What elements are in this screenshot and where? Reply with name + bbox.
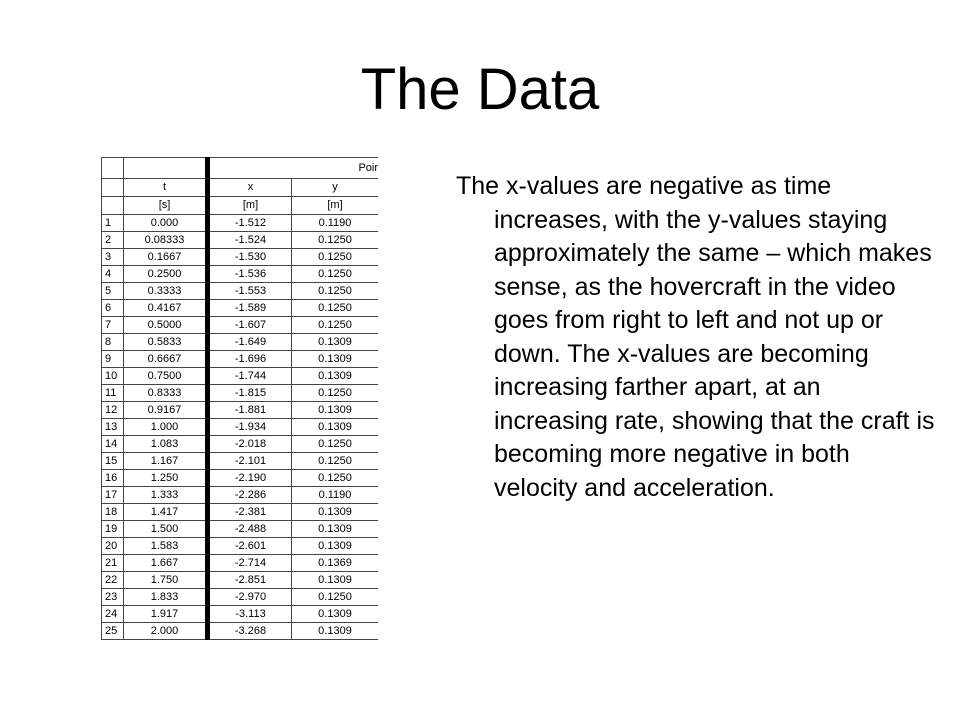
table-cell-t: 1.250: [124, 470, 208, 487]
table-cell-y: 0.1190: [292, 215, 379, 232]
table-header-cell: [102, 197, 124, 215]
table-cell-index: 10: [102, 368, 124, 385]
table-row: [102, 232, 379, 249]
table-row: [102, 470, 379, 487]
table-cell-index: 22: [102, 572, 124, 589]
table-cell-index: 23: [102, 589, 124, 606]
table-cell-t: 0.6667: [124, 351, 208, 368]
table-cell-t: 0.000: [124, 215, 208, 232]
table-cell-y: 0.1309: [292, 606, 379, 623]
table-corner-cell: [102, 158, 124, 179]
table-row: [102, 215, 379, 232]
data-table-image: [101, 157, 378, 666]
table-cell-y: 0.1250: [292, 589, 379, 606]
table-cell-t: 1.750: [124, 572, 208, 589]
table-cell-t: 0.1667: [124, 249, 208, 266]
table-cell-index: 16: [102, 470, 124, 487]
table-row: [102, 436, 379, 453]
table-cell-t: 1.500: [124, 521, 208, 538]
table-header-x: x: [208, 179, 292, 197]
table-unit-t: [s]: [124, 197, 208, 215]
table-cell-index: 21: [102, 555, 124, 572]
table-cell-x: -1.934: [208, 419, 292, 436]
table-row: [102, 538, 379, 555]
table-cell-t: 2.000: [124, 623, 208, 640]
table-cell-y: 0.1309: [292, 351, 379, 368]
table-cell-t: 1.417: [124, 504, 208, 521]
table-group-row: [102, 158, 379, 179]
table-row: [102, 351, 379, 368]
table-cell-x: -1.815: [208, 385, 292, 402]
table-header-t: t: [124, 179, 208, 197]
table-header-row-symbols: [102, 179, 379, 197]
table-row: [102, 453, 379, 470]
table-cell-y: 0.1250: [292, 300, 379, 317]
table-cell-index: 1: [102, 215, 124, 232]
table-cell-x: -2.190: [208, 470, 292, 487]
table-cell-x: -1.607: [208, 317, 292, 334]
table-row: [102, 317, 379, 334]
table-cell-index: 14: [102, 436, 124, 453]
table-cell-index: 24: [102, 606, 124, 623]
table-cell-y: 0.1309: [292, 504, 379, 521]
table-cell-t: 0.3333: [124, 283, 208, 300]
table-cell-x: -1.553: [208, 283, 292, 300]
table-cell-y: 0.1309: [292, 623, 379, 640]
table-cell-y: 0.1309: [292, 402, 379, 419]
table-cell-y: 0.1250: [292, 453, 379, 470]
table-cell-x: -1.530: [208, 249, 292, 266]
table-cell-y: 0.1250: [292, 317, 379, 334]
table-cell-y: 0.1309: [292, 368, 379, 385]
table-row: [102, 589, 379, 606]
table-cell-x: -1.744: [208, 368, 292, 385]
table-cell-index: 5: [102, 283, 124, 300]
table-cell-x: -2.970: [208, 589, 292, 606]
table-cell-index: 8: [102, 334, 124, 351]
table-cell-index: 18: [102, 504, 124, 521]
table-cell-x: -1.524: [208, 232, 292, 249]
table-cell-x: -1.881: [208, 402, 292, 419]
table-cell-index: 3: [102, 249, 124, 266]
table-row: [102, 385, 379, 402]
table-row: [102, 623, 379, 640]
table-cell-t: 1.667: [124, 555, 208, 572]
table-row: [102, 266, 379, 283]
table-cell-x: -1.512: [208, 215, 292, 232]
table-row: [102, 487, 379, 504]
table-cell-y: 0.1250: [292, 266, 379, 283]
table-row: [102, 249, 379, 266]
table-cell-index: 20: [102, 538, 124, 555]
table-cell-t: 1.833: [124, 589, 208, 606]
table-row: [102, 504, 379, 521]
table-cell-x: -1.649: [208, 334, 292, 351]
table-cell-index: 6: [102, 300, 124, 317]
slide-title: The Data: [360, 57, 600, 122]
data-table-body: [102, 158, 379, 640]
table-cell-y: 0.1250: [292, 283, 379, 300]
table-cell-y: 0.1309: [292, 521, 379, 538]
table-cell-t: 0.2500: [124, 266, 208, 283]
table-cell-t: 0.5000: [124, 317, 208, 334]
table-cell-y: 0.1250: [292, 249, 379, 266]
table-cell-y: 0.1250: [292, 436, 379, 453]
table-row: [102, 419, 379, 436]
table-cell-x: -2.018: [208, 436, 292, 453]
table-cell-index: 25: [102, 623, 124, 640]
table-corner-cell: [124, 158, 208, 179]
table-cell-y: 0.1250: [292, 470, 379, 487]
table-unit-x: [m]: [208, 197, 292, 215]
table-cell-y: 0.1309: [292, 334, 379, 351]
table-cell-y: 0.1190: [292, 487, 379, 504]
data-table: [101, 157, 378, 640]
table-cell-index: 11: [102, 385, 124, 402]
table-header-row-units: [102, 197, 379, 215]
table-cell-t: 0.4167: [124, 300, 208, 317]
table-cell-t: 1.000: [124, 419, 208, 436]
table-cell-x: -2.488: [208, 521, 292, 538]
table-cell-y: 0.1309: [292, 572, 379, 589]
table-cell-t: 0.7500: [124, 368, 208, 385]
table-cell-y: 0.1369: [292, 555, 379, 572]
table-row: [102, 606, 379, 623]
table-cell-index: 7: [102, 317, 124, 334]
table-cell-x: -2.601: [208, 538, 292, 555]
table-cell-index: 2: [102, 232, 124, 249]
table-cell-index: 17: [102, 487, 124, 504]
table-cell-index: 4: [102, 266, 124, 283]
table-group-label: Poir: [208, 158, 379, 179]
table-row: [102, 300, 379, 317]
table-cell-index: 9: [102, 351, 124, 368]
table-cell-x: -1.589: [208, 300, 292, 317]
description-text: The x-values are negative as time increases, with the y-values staying approximately the same – which makes sense, as the hovercraft in the video goes from right to left and not up or down. The x-values are becoming increasing farther apart, at an increasing rate, showing that the craft is becoming more negative in both velocity and acceleration.: [456, 172, 935, 502]
table-cell-x: -2.381: [208, 504, 292, 521]
table-cell-t: 0.5833: [124, 334, 208, 351]
table-row: [102, 402, 379, 419]
table-cell-t: 1.917: [124, 606, 208, 623]
table-row: [102, 368, 379, 385]
table-row: [102, 555, 379, 572]
table-cell-x: -1.536: [208, 266, 292, 283]
table-cell-x: -3.268: [208, 623, 292, 640]
table-row: [102, 572, 379, 589]
table-cell-t: 1.083: [124, 436, 208, 453]
table-header-y: y: [292, 179, 379, 197]
table-cell-x: -2.101: [208, 453, 292, 470]
table-cell-index: 13: [102, 419, 124, 436]
table-cell-t: 1.167: [124, 453, 208, 470]
table-cell-index: 12: [102, 402, 124, 419]
table-header-cell: [102, 179, 124, 197]
table-unit-y: [m]: [292, 197, 379, 215]
table-cell-x: -3.113: [208, 606, 292, 623]
table-cell-t: 0.08333: [124, 232, 208, 249]
table-cell-x: -2.286: [208, 487, 292, 504]
table-cell-x: -2.851: [208, 572, 292, 589]
table-cell-x: -1.696: [208, 351, 292, 368]
table-cell-t: 1.333: [124, 487, 208, 504]
table-cell-y: 0.1309: [292, 419, 379, 436]
table-cell-t: 0.9167: [124, 402, 208, 419]
table-cell-y: 0.1250: [292, 385, 379, 402]
table-cell-y: 0.1309: [292, 538, 379, 555]
table-cell-t: 1.583: [124, 538, 208, 555]
table-cell-index: 19: [102, 521, 124, 538]
table-cell-t: 0.8333: [124, 385, 208, 402]
table-cell-x: -2.714: [208, 555, 292, 572]
table-cell-y: 0.1250: [292, 232, 379, 249]
table-row: [102, 521, 379, 538]
table-row: [102, 283, 379, 300]
table-cell-index: 15: [102, 453, 124, 470]
table-row: [102, 334, 379, 351]
